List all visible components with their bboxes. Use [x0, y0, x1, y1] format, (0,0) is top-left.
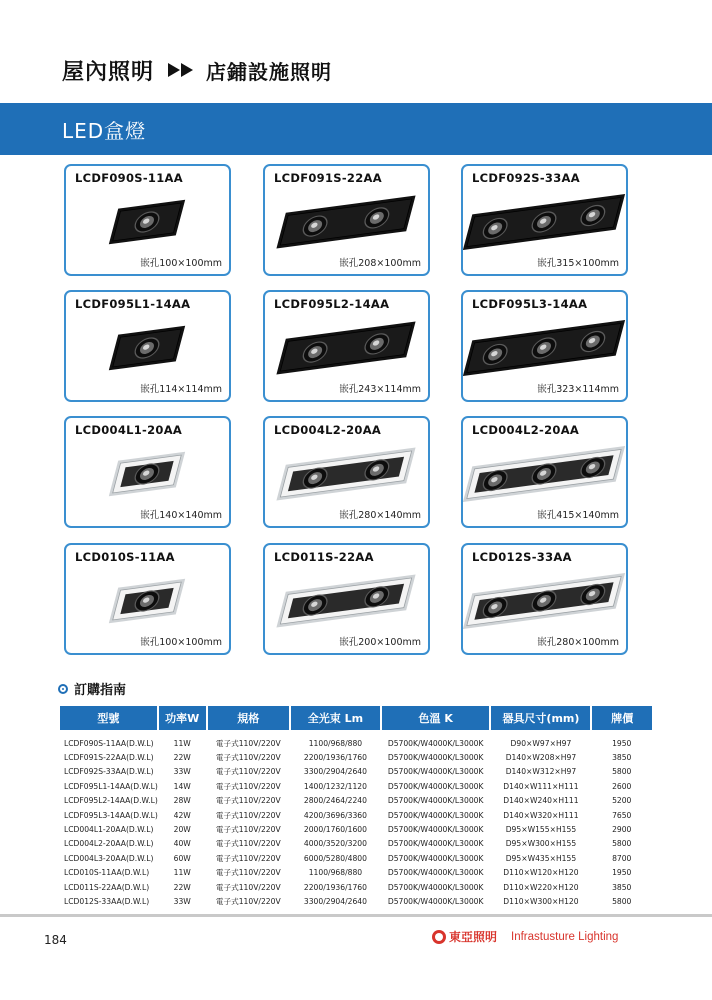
product-hole-size: 嵌孔280×100mm [537, 637, 619, 648]
table-cell: D5700K/W4000K/L3000K [387, 738, 484, 748]
brand-footer [432, 928, 618, 945]
product-model: LCDF095L2-14AA [274, 297, 390, 311]
brand-name-cn: 東亞照明 [449, 930, 498, 944]
table-row [60, 851, 652, 865]
product-model: LCD011S-22AA [274, 550, 374, 564]
header-price: 牌價 [591, 706, 652, 730]
product-card [263, 543, 430, 655]
table-cell: D5700K/W4000K/L3000K [387, 825, 484, 835]
table-cell: D5700K/W4000K/L3000K [387, 896, 484, 906]
table-cell: 電子式110V/220V [215, 781, 281, 791]
table-cell: LCDF091S-22AA(D.W.L) [64, 753, 154, 763]
table-cell: D5700K/W4000K/L3000K [387, 796, 484, 806]
table-cell: D140×W208×H97 [505, 753, 577, 763]
product-hole-size: 嵌孔140×140mm [140, 510, 222, 521]
table-cell: 42W [173, 810, 191, 820]
table-cell: 電子式110V/220V [215, 753, 281, 763]
table-cell: LCD004L3-20AA(D.W.L) [64, 853, 154, 863]
table-cell: 電子式110V/220V [215, 825, 281, 835]
product-card [64, 416, 231, 528]
table-cell: D5700K/W4000K/L3000K [387, 853, 484, 863]
table-cell: D110×W120×H120 [503, 868, 579, 878]
product-model: LCD004L2-20AA [472, 423, 580, 437]
table-cell: LCD010S-11AA(D.W.L) [64, 868, 150, 878]
product-card [263, 290, 430, 402]
table-cell: 2000/1760/1600 [303, 825, 367, 835]
downlight-image [66, 188, 229, 254]
header-model: 型號 [60, 706, 158, 730]
section-title: LED盒燈 [62, 119, 147, 143]
product-hole-size: 嵌孔315×100mm [537, 258, 619, 269]
table-cell: LCDF095L3-14AA(D.W.L) [64, 810, 158, 820]
product-card [64, 164, 231, 276]
table-cell: 40W [173, 839, 191, 849]
table-cell: D140×W320×H111 [503, 810, 579, 820]
table-row [60, 750, 652, 764]
product-model: LCDF095L1-14AA [75, 297, 191, 311]
table-cell: 5800 [612, 767, 632, 777]
product-model: LCD004L2-20AA [274, 423, 382, 437]
table-cell: D5700K/W4000K/L3000K [387, 753, 484, 763]
product-card [263, 416, 430, 528]
table-cell: D5700K/W4000K/L3000K [387, 767, 484, 777]
header-lumen: 全光束 Lm [290, 706, 381, 730]
spec-table [60, 706, 652, 909]
table-cell: LCDF090S-11AA(D.W.L) [64, 738, 154, 748]
table-row [60, 894, 652, 908]
table-row [60, 837, 652, 851]
table-cell: 電子式110V/220V [215, 767, 281, 777]
table-cell: 3850 [612, 882, 632, 892]
table-cell: 22W [173, 753, 191, 763]
table-cell: D5700K/W4000K/L3000K [387, 839, 484, 849]
table-cell: D5700K/W4000K/L3000K [387, 810, 484, 820]
table-cell: D110×W300×H120 [503, 896, 579, 906]
table-cell: D5700K/W4000K/L3000K [387, 781, 484, 791]
table-cell: D140×W111×H111 [503, 781, 579, 791]
product-model: LCDF095L3-14AA [472, 297, 588, 311]
downlight-image [66, 314, 229, 380]
table-cell: LCD011S-22AA(D.W.L) [64, 882, 150, 892]
table-cell: 4200/3696/3360 [303, 810, 367, 820]
table-cell: 2900 [612, 825, 632, 835]
product-model: LCD012S-33AA [472, 550, 572, 564]
table-cell: D90×W97×H97 [510, 738, 572, 748]
header-dimensions: 器具尺寸(mm) [490, 706, 591, 730]
table-cell: 8700 [612, 853, 632, 863]
table-cell: 2800/2464/2240 [303, 796, 367, 806]
table-cell: 28W [173, 796, 191, 806]
table-row [60, 880, 652, 894]
product-model: LCD004L1-20AA [75, 423, 183, 437]
table-cell: 5200 [612, 796, 632, 806]
section-banner [0, 103, 712, 155]
table-cell: 電子式110V/220V [215, 882, 281, 892]
table-cell: D95×W435×H155 [505, 853, 577, 863]
table-cell: LCDF095L2-14AA(D.W.L) [64, 796, 158, 806]
brand-name-en: Infrastusture Lighting [511, 930, 619, 943]
table-row [60, 794, 652, 808]
table-cell: D110×W220×H120 [503, 882, 579, 892]
table-row [60, 779, 652, 793]
downlight-image [265, 188, 428, 254]
table-row [60, 808, 652, 822]
downlight-image [265, 567, 428, 633]
table-cell: LCDF095L1-14AA(D.W.L) [64, 781, 158, 791]
footer-divider [0, 914, 712, 917]
page-header [62, 50, 332, 90]
header-power: 功率W [158, 706, 207, 730]
double-arrow-icon [168, 63, 194, 77]
order-guide-label: 訂購指南 [74, 683, 127, 698]
product-hole-size: 嵌孔114×114mm [140, 384, 222, 395]
table-cell: 電子式110V/220V [215, 896, 281, 906]
downlight-image [265, 314, 428, 380]
downlight-image [463, 188, 626, 254]
product-card [461, 164, 628, 276]
table-cell: 3300/2904/2640 [303, 896, 367, 906]
header-color-temp: 色溫 K [381, 706, 490, 730]
product-model: LCD010S-11AA [75, 550, 175, 564]
table-header-row [60, 706, 652, 730]
table-cell: 1950 [612, 738, 632, 748]
downlight-image [66, 567, 229, 633]
header-spec: 規格 [207, 706, 290, 730]
table-cell: 1950 [612, 868, 632, 878]
product-hole-size: 嵌孔323×114mm [537, 384, 619, 395]
table-cell: 1100/968/880 [308, 868, 363, 878]
product-hole-size: 嵌孔243×114mm [339, 384, 421, 395]
bullet-icon [58, 684, 68, 694]
product-hole-size: 嵌孔208×100mm [339, 258, 421, 269]
table-cell: 電子式110V/220V [215, 810, 281, 820]
product-card [64, 290, 231, 402]
table-cell: D5700K/W4000K/L3000K [387, 882, 484, 892]
subcategory-title: 店鋪設施照明 [206, 59, 333, 84]
table-cell: 4000/3520/3200 [303, 839, 367, 849]
table-cell: LCD012S-33AA(D.W.L) [64, 896, 150, 906]
table-cell: D95×W155×H155 [505, 825, 577, 835]
table-cell: 33W [173, 896, 191, 906]
table-cell: LCDF092S-33AA(D.W.L) [64, 767, 154, 777]
table-cell: 20W [173, 825, 191, 835]
product-model: LCDF092S-33AA [472, 171, 580, 185]
downlight-image [463, 314, 626, 380]
table-cell: D5700K/W4000K/L3000K [387, 868, 484, 878]
product-card [461, 416, 628, 528]
table-cell: 11W [173, 738, 191, 748]
product-hole-size: 嵌孔280×140mm [339, 510, 421, 521]
table-cell: LCD004L2-20AA(D.W.L) [64, 839, 154, 849]
table-cell: 33W [173, 767, 191, 777]
page-number: 184 [44, 933, 67, 947]
table-cell: 1400/1232/1120 [303, 781, 367, 791]
table-row [60, 822, 652, 836]
product-hole-size: 嵌孔100×100mm [140, 637, 222, 648]
table-cell: 6000/5280/4800 [303, 853, 367, 863]
product-model: LCDF091S-22AA [274, 171, 382, 185]
table-cell: 3300/2904/2640 [303, 767, 367, 777]
table-cell: D95×W300×H155 [505, 839, 577, 849]
product-card [263, 164, 430, 276]
downlight-image [463, 567, 626, 633]
product-hole-size: 嵌孔200×100mm [339, 637, 421, 648]
table-cell: 電子式110V/220V [215, 839, 281, 849]
table-cell: 2200/1936/1760 [303, 753, 367, 763]
table-cell: D140×W240×H111 [503, 796, 579, 806]
table-cell: 3850 [612, 753, 632, 763]
product-card [64, 543, 231, 655]
table-cell: 11W [173, 868, 191, 878]
table-cell: 電子式110V/220V [215, 796, 281, 806]
table-cell: 7650 [612, 810, 632, 820]
table-cell: 2600 [612, 781, 632, 791]
product-card [461, 290, 628, 402]
table-cell: 14W [173, 781, 191, 791]
table-row [60, 765, 652, 779]
product-card [461, 543, 628, 655]
product-model: LCDF090S-11AA [75, 171, 183, 185]
table-cell: 電子式110V/220V [215, 868, 281, 878]
table-cell: 電子式110V/220V [215, 853, 281, 863]
table-cell: LCD004L1-20AA(D.W.L) [64, 825, 154, 835]
table-cell: 5800 [612, 839, 632, 849]
table-row [60, 730, 652, 750]
product-hole-size: 嵌孔415×140mm [537, 510, 619, 521]
table-cell: 1100/968/880 [308, 738, 363, 748]
table-cell: 60W [173, 853, 191, 863]
downlight-image [463, 440, 626, 506]
category-title: 屋內照明 [62, 59, 155, 85]
table-cell: 5800 [612, 896, 632, 906]
product-hole-size: 嵌孔100×100mm [140, 258, 222, 269]
downlight-image [265, 440, 428, 506]
table-cell: 22W [173, 882, 191, 892]
order-guide-heading [58, 679, 126, 698]
table-cell: 2200/1936/1760 [303, 882, 367, 892]
downlight-image [66, 440, 229, 506]
table-cell: D140×W312×H97 [505, 767, 577, 777]
table-row [60, 866, 652, 880]
brand-logo-icon [432, 930, 446, 944]
table-cell: 電子式110V/220V [215, 738, 281, 748]
